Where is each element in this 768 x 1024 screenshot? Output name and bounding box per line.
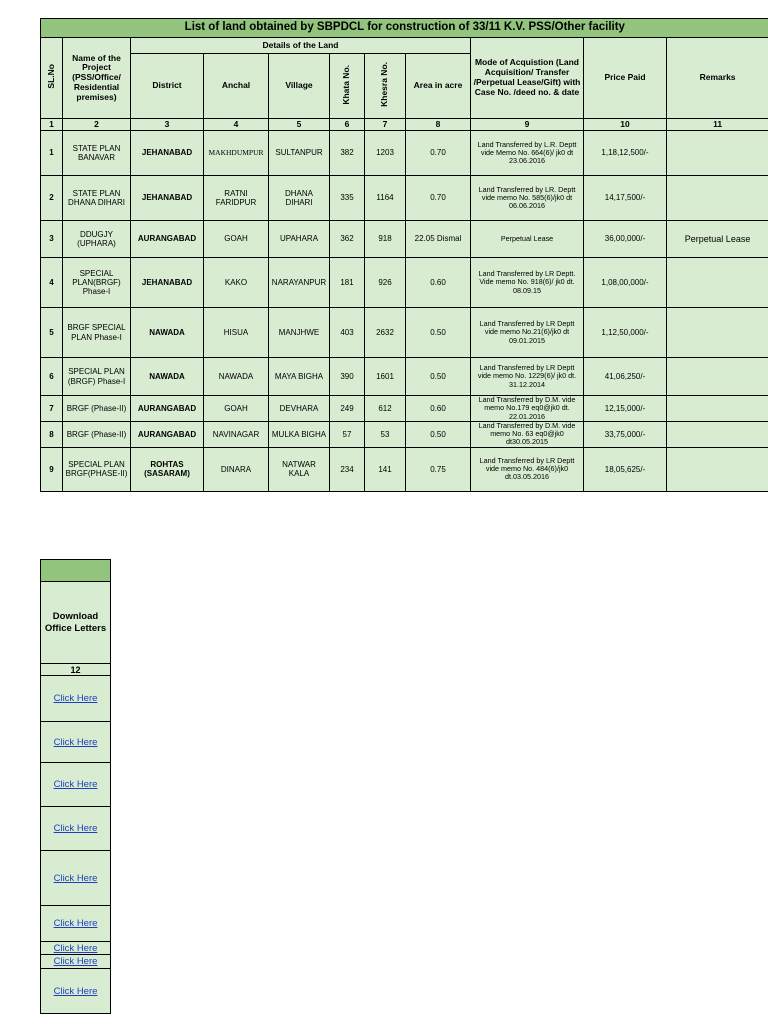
header-district: District	[131, 54, 204, 119]
download-letters-header: Download Office Letters	[41, 582, 111, 664]
cell-area: 0.70	[406, 176, 471, 221]
table-row	[41, 221, 768, 258]
cell-sl-no: 1	[41, 131, 63, 176]
cell-area: 22.05 Dismal	[406, 221, 471, 258]
cell-sl-no: 3	[41, 221, 63, 258]
cell-village: MULKA BIGHA	[269, 421, 330, 447]
cell-village: MAYA BIGHA	[269, 358, 330, 396]
letter-cell	[41, 955, 111, 969]
cell-khata: 234	[330, 447, 365, 491]
letter-row	[41, 807, 111, 851]
cell-sl-no: 8	[41, 421, 63, 447]
cell-village: SULTANPUR	[269, 131, 330, 176]
cell-price: 41,06,250/-	[584, 358, 667, 396]
cell-khesra: 141	[365, 447, 406, 491]
cell-project: STATE PLAN BANAVAR	[63, 131, 131, 176]
cell-mode: Land Transferred by LR Deptt vide memo No. 1229(6)/ jk0 dt. 31.12.2014	[471, 358, 584, 396]
column-number-row	[41, 119, 768, 131]
cell-anchal: MAKHDUMPUR	[204, 131, 269, 176]
cell-sl-no: 9	[41, 447, 63, 491]
cell-project: BRGF (Phase-II)	[63, 421, 131, 447]
cell-remarks	[667, 308, 768, 358]
land-table	[40, 18, 768, 492]
cell-anchal: HISUA	[204, 308, 269, 358]
cell-khesra: 1164	[365, 176, 406, 221]
cell-district: AURANGABAD	[131, 396, 204, 422]
column-number: 2	[63, 119, 131, 131]
cell-remarks	[667, 396, 768, 422]
header-details-group: Details of the Land	[131, 38, 471, 54]
cell-khesra: 1601	[365, 358, 406, 396]
table-row	[41, 421, 768, 447]
column-number: 12	[41, 664, 111, 676]
click-here-link[interactable]: Click Here	[53, 823, 98, 834]
table-row	[41, 176, 768, 221]
cell-district: AURANGABAD	[131, 221, 204, 258]
click-here-link[interactable]: Click Here	[53, 942, 98, 954]
cell-price: 1,12,50,000/-	[584, 308, 667, 358]
header-area: Area in acre	[406, 54, 471, 119]
header-remarks: Remarks	[667, 38, 768, 119]
cell-khata: 403	[330, 308, 365, 358]
header-mode: Mode of Acquistion (Land Acquisition/ Transfer /Perpetual Lease/Gift) with Case No. /deed no. & date	[471, 38, 584, 119]
office-letters-table	[40, 559, 111, 1014]
cell-price: 36,00,000/-	[584, 221, 667, 258]
cell-anchal: NAWADA	[204, 358, 269, 396]
cell-area: 0.50	[406, 421, 471, 447]
letter-row	[41, 969, 111, 1014]
cell-mode: Land Transferred by D.M. vide memo No. 63 eq0@jk0 dt30.05.2015	[471, 421, 584, 447]
cell-mode: Land Transferred by LR Deptt vide memo No. 484(6)/jk0 dt.03.05.2016	[471, 447, 584, 491]
letter-cell	[41, 676, 111, 722]
cell-khesra: 53	[365, 421, 406, 447]
cell-sl-no: 5	[41, 308, 63, 358]
cell-mode: Land Transferred by LR Deptt vide memo No.21(6)/jk0 dt 09.01.2015	[471, 308, 584, 358]
cell-khesra: 2632	[365, 308, 406, 358]
column-number: 3	[131, 119, 204, 131]
cell-price: 14,17,500/-	[584, 176, 667, 221]
cell-price: 1,08,00,000/-	[584, 258, 667, 308]
cell-remarks	[667, 176, 768, 221]
letter-cell	[41, 851, 111, 906]
cell-khata: 57	[330, 421, 365, 447]
column-number: 8	[406, 119, 471, 131]
column-number: 1	[41, 119, 63, 131]
letter-cell	[41, 942, 111, 955]
column-number: 10	[584, 119, 667, 131]
click-here-link[interactable]: Click Here	[53, 918, 98, 929]
cell-area: 0.50	[406, 308, 471, 358]
cell-area: 0.50	[406, 358, 471, 396]
click-here-link[interactable]: Click Here	[53, 872, 98, 884]
letter-row	[41, 906, 111, 942]
cell-district: ROHTAS (SASARAM)	[131, 447, 204, 491]
cell-village: DHANA DIHARI	[269, 176, 330, 221]
letter-row	[41, 722, 111, 763]
letter-cell	[41, 906, 111, 942]
column-number: 5	[269, 119, 330, 131]
cell-district: NAWADA	[131, 358, 204, 396]
table-row	[41, 258, 768, 308]
cell-remarks	[667, 258, 768, 308]
cell-price: 1,18,12,500/-	[584, 131, 667, 176]
cell-project: SPECIAL PLAN BRGF(PHASE-II)	[63, 447, 131, 491]
letter-row	[41, 763, 111, 807]
cell-anchal: NAVINAGAR	[204, 421, 269, 447]
cell-district: NAWADA	[131, 308, 204, 358]
letter-row	[41, 955, 111, 969]
letter-row	[41, 676, 111, 722]
cell-area: 0.60	[406, 396, 471, 422]
cell-project: DDUGJY (UPHARA)	[63, 221, 131, 258]
cell-project: BRGF SPECIAL PLAN Phase-I	[63, 308, 131, 358]
cell-mode: Land Transferred by LR. Deptt vide memo No. 585(6)/jk0 dt 06.06.2016	[471, 176, 584, 221]
letter-row	[41, 851, 111, 906]
cell-remarks	[667, 421, 768, 447]
column-number: 7	[365, 119, 406, 131]
cell-district: JEHANABAD	[131, 176, 204, 221]
letter-row	[41, 942, 111, 955]
cell-price: 12,15,000/-	[584, 396, 667, 422]
cell-khata: 335	[330, 176, 365, 221]
table-row	[41, 358, 768, 396]
letter-cell	[41, 763, 111, 807]
click-here-link[interactable]: Click Here	[53, 985, 98, 997]
header-khata: Khata No.	[330, 54, 365, 119]
table-title: List of land obtained by SBPDCL for construction of 33/11 K.V. PSS/Other facility	[41, 19, 768, 38]
table-row	[41, 131, 768, 176]
cell-remarks	[667, 358, 768, 396]
cell-mode: Land Transferred by D.M. vide memo No.179 eq0@jk0 dt. 22.01.2016	[471, 396, 584, 422]
cell-village: NARAYANPUR	[269, 258, 330, 308]
cell-anchal: GOAH	[204, 221, 269, 258]
cell-anchal: GOAH	[204, 396, 269, 422]
cell-sl-no: 7	[41, 396, 63, 422]
cell-remarks	[667, 131, 768, 176]
cell-khesra: 1203	[365, 131, 406, 176]
cell-khesra: 918	[365, 221, 406, 258]
cell-village: UPAHARA	[269, 221, 330, 258]
cell-mode: Land Transferred by LR Deptt. Vide memo No. 918(6)/ jk0 dt. 08.09.15	[471, 258, 584, 308]
cell-khesra: 926	[365, 258, 406, 308]
cell-district: JEHANABAD	[131, 258, 204, 308]
cell-project: STATE PLAN DHANA DIHARI	[63, 176, 131, 221]
cell-price: 33,75,000/-	[584, 421, 667, 447]
cell-project: BRGF (Phase-II)	[63, 396, 131, 422]
column-number: 11	[667, 119, 768, 131]
click-here-link[interactable]: Click Here	[53, 956, 98, 967]
cell-khata: 382	[330, 131, 365, 176]
cell-khata: 390	[330, 358, 365, 396]
table-row	[41, 447, 768, 491]
letter-cell	[41, 969, 111, 1014]
cell-sl-no: 4	[41, 258, 63, 308]
cell-sl-no: 6	[41, 358, 63, 396]
cell-project: SPECIAL PLAN(BRGF) Phase-I	[63, 258, 131, 308]
table-row	[41, 308, 768, 358]
header-khesra: Khesra No.	[365, 54, 406, 119]
cell-anchal: KAKO	[204, 258, 269, 308]
cell-village: NATWAR KALA	[269, 447, 330, 491]
cell-project: SPECIAL PLAN (BRGF) Phase-I	[63, 358, 131, 396]
cell-remarks: Perpetual Lease	[667, 221, 768, 258]
click-here-link[interactable]: Click Here	[53, 779, 98, 790]
click-here-link[interactable]: Click Here	[53, 736, 98, 748]
letter-cell	[41, 722, 111, 763]
header-village: Village	[269, 54, 330, 119]
cell-district: AURANGABAD	[131, 421, 204, 447]
cell-price: 18,05,625/-	[584, 447, 667, 491]
header-sl-no: SL.No	[41, 38, 63, 119]
header-project: Name of the Project (PSS/Office/ Residential premises)	[63, 38, 131, 119]
cell-mode: Land Transferred by L.R. Deptt vide Memo No. 664(6)/ jk0 dt 23.06.2016	[471, 131, 584, 176]
cell-mode: Perpetual Lease	[471, 221, 584, 258]
column-number: 6	[330, 119, 365, 131]
cell-district: JEHANABAD	[131, 131, 204, 176]
cell-area: 0.70	[406, 131, 471, 176]
cell-village: DEVHARA	[269, 396, 330, 422]
letter-cell	[41, 807, 111, 851]
cell-remarks	[667, 447, 768, 491]
cell-khata: 181	[330, 258, 365, 308]
cell-sl-no: 2	[41, 176, 63, 221]
letters-header-fill	[41, 560, 111, 582]
click-here-link[interactable]: Click Here	[53, 693, 98, 704]
cell-area: 0.60	[406, 258, 471, 308]
cell-anchal: RATNI FARIDPUR	[204, 176, 269, 221]
cell-khesra: 612	[365, 396, 406, 422]
column-number: 4	[204, 119, 269, 131]
column-number: 9	[471, 119, 584, 131]
header-anchal: Anchal	[204, 54, 269, 119]
header-price: Price Paid	[584, 38, 667, 119]
cell-khata: 362	[330, 221, 365, 258]
cell-khata: 249	[330, 396, 365, 422]
cell-anchal: DINARA	[204, 447, 269, 491]
cell-area: 0.75	[406, 447, 471, 491]
table-row	[41, 396, 768, 422]
cell-village: MANJHWE	[269, 308, 330, 358]
